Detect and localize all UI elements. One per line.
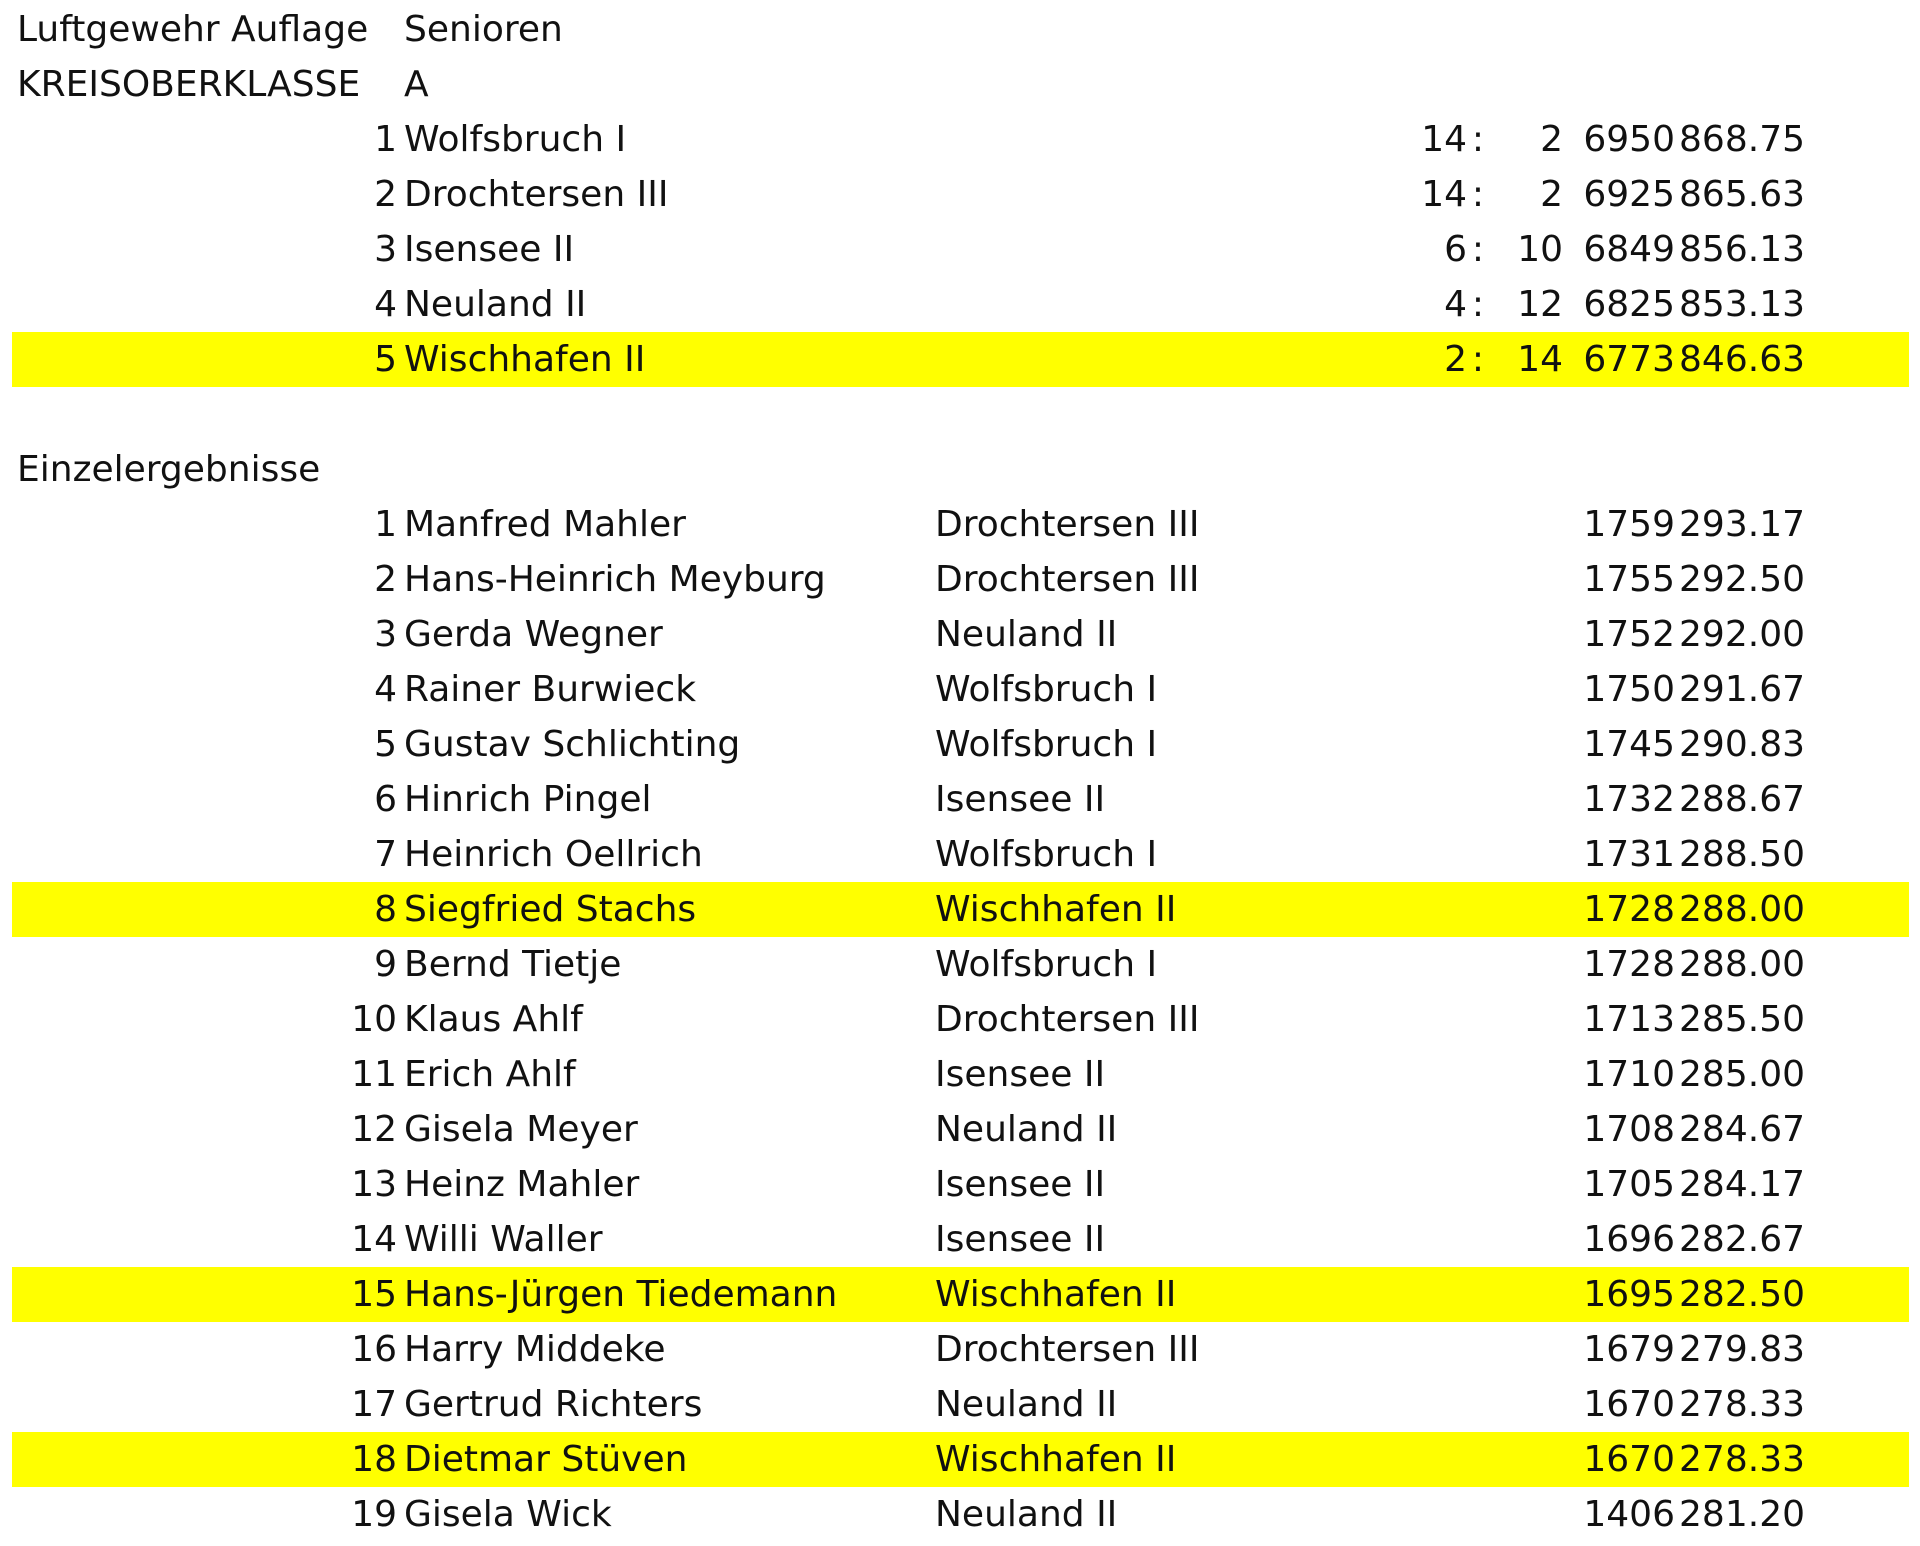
shooter-rings: 1670 [1583, 1384, 1675, 1425]
shooter-name: Hans-Jürgen Tiedemann [404, 1274, 838, 1315]
team-points-won: 14 [1421, 119, 1467, 160]
individual-rank: 8 [374, 889, 397, 930]
shooter-club: Wolfsbruch I [935, 669, 1158, 710]
individual-row [12, 1322, 1909, 1377]
shooter-name: Gisela Meyer [404, 1109, 638, 1150]
individual-rank: 15 [351, 1274, 397, 1315]
shooter-rings: 1728 [1583, 944, 1675, 985]
team-points-lost: 10 [1517, 229, 1563, 270]
shooter-rings: 1731 [1583, 834, 1675, 875]
shooter-name: Harry Middeke [404, 1329, 666, 1370]
team-rank: 1 [374, 119, 397, 160]
shooter-club: Neuland II [935, 1384, 1118, 1425]
shooter-name: Hans-Heinrich Meyburg [404, 559, 826, 600]
shooter-rings: 1745 [1583, 724, 1675, 765]
individual-rank: 7 [374, 834, 397, 875]
team-average: 868.75 [1679, 119, 1805, 160]
shooter-club: Wischhafen II [935, 1439, 1177, 1480]
discipline-label: Luftgewehr Auflage [17, 9, 369, 50]
shooter-club: Wolfsbruch I [935, 724, 1158, 765]
shooter-club: Neuland II [935, 1494, 1118, 1535]
individual-row [12, 827, 1909, 882]
shooter-rings: 1696 [1583, 1219, 1675, 1260]
individual-row [12, 882, 1909, 937]
individual-row [12, 717, 1909, 772]
individual-row [12, 1377, 1909, 1432]
team-rank: 4 [374, 284, 397, 325]
shooter-name: Heinrich Oellrich [404, 834, 703, 875]
shooter-rings: 1679 [1583, 1329, 1675, 1370]
shooter-name: Gertrud Richters [404, 1384, 703, 1425]
header-row-discipline [12, 2, 1909, 57]
shooter-rings: 1708 [1583, 1109, 1675, 1150]
shooter-name: Heinz Mahler [404, 1164, 640, 1205]
team-name: Neuland II [404, 284, 587, 325]
shooter-club: Drochtersen III [935, 1329, 1200, 1370]
shooter-name: Rainer Burwieck [404, 669, 697, 710]
team-name: Drochtersen III [404, 174, 669, 215]
team-points-won: 4 [1444, 284, 1467, 325]
team-points-lost: 14 [1517, 339, 1563, 380]
shooter-club: Isensee II [935, 1164, 1106, 1205]
team-row [12, 277, 1909, 332]
team-rings: 6825 [1583, 284, 1675, 325]
team-points-lost: 12 [1517, 284, 1563, 325]
shooter-rings: 1755 [1583, 559, 1675, 600]
individual-row [12, 772, 1909, 827]
shooter-average: 290.83 [1679, 724, 1805, 765]
shooter-average: 293.17 [1679, 504, 1805, 545]
team-points-won: 14 [1421, 174, 1467, 215]
shooter-average: 278.33 [1679, 1384, 1805, 1425]
team-points-separator: : [1471, 284, 1485, 325]
team-points-separator: : [1471, 229, 1485, 270]
shooter-club: Drochtersen III [935, 559, 1200, 600]
team-points-lost: 2 [1540, 119, 1563, 160]
shooter-club: Drochtersen III [935, 999, 1200, 1040]
shooter-club: Isensee II [935, 1054, 1106, 1095]
league-label: KREISOBERKLASSE [17, 64, 361, 105]
team-rings: 6773 [1583, 339, 1675, 380]
header-row-league [12, 57, 1909, 112]
individual-row [12, 937, 1909, 992]
individual-row [12, 1487, 1909, 1542]
shooter-club: Drochtersen III [935, 504, 1200, 545]
shooter-name: Gisela Wick [404, 1494, 612, 1535]
individual-row [12, 497, 1909, 552]
shooter-club: Wolfsbruch I [935, 834, 1158, 875]
shooter-name: Hinrich Pingel [404, 779, 652, 820]
individual-section-title: Einzelergebnisse [17, 449, 321, 490]
individual-row [12, 662, 1909, 717]
team-rank: 5 [374, 339, 397, 380]
shooter-average: 288.67 [1679, 779, 1805, 820]
individual-row [12, 552, 1909, 607]
team-row [12, 167, 1909, 222]
team-points-separator: : [1471, 339, 1485, 380]
shooter-name: Gustav Schlichting [404, 724, 741, 765]
individual-rank: 13 [351, 1164, 397, 1205]
shooter-rings: 1713 [1583, 999, 1675, 1040]
team-average: 846.63 [1679, 339, 1805, 380]
shooter-name: Siegfried Stachs [404, 889, 697, 930]
individual-rank: 5 [374, 724, 397, 765]
individual-row [12, 992, 1909, 1047]
individual-row [12, 1157, 1909, 1212]
shooter-rings: 1732 [1583, 779, 1675, 820]
individual-rank: 4 [374, 669, 397, 710]
individual-row [12, 1212, 1909, 1267]
individual-rank: 2 [374, 559, 397, 600]
shooter-name: Dietmar Stüven [404, 1439, 688, 1480]
shooter-average: 282.67 [1679, 1219, 1805, 1260]
shooter-average: 292.50 [1679, 559, 1805, 600]
individual-rank: 9 [374, 944, 397, 985]
shooter-club: Neuland II [935, 1109, 1118, 1150]
shooter-name: Erich Ahlf [404, 1054, 576, 1095]
team-rings: 6950 [1583, 119, 1675, 160]
shooter-average: 285.50 [1679, 999, 1805, 1040]
individual-rank: 17 [351, 1384, 397, 1425]
team-rings: 6849 [1583, 229, 1675, 270]
shooter-average: 288.00 [1679, 889, 1805, 930]
shooter-club: Isensee II [935, 1219, 1106, 1260]
team-row [12, 332, 1909, 387]
individual-rank: 6 [374, 779, 397, 820]
shooter-average: 285.00 [1679, 1054, 1805, 1095]
team-name: Wischhafen II [404, 339, 646, 380]
team-row [12, 222, 1909, 277]
individual-row [12, 1102, 1909, 1157]
individual-rank: 12 [351, 1109, 397, 1150]
shooter-average: 279.83 [1679, 1329, 1805, 1370]
shooter-average: 284.17 [1679, 1164, 1805, 1205]
shooter-name: Manfred Mahler [404, 504, 686, 545]
shooter-average: 284.67 [1679, 1109, 1805, 1150]
shooter-name: Klaus Ahlf [404, 999, 583, 1040]
shooter-club: Wischhafen II [935, 889, 1177, 930]
shooter-average: 282.50 [1679, 1274, 1805, 1315]
team-average: 853.13 [1679, 284, 1805, 325]
team-average: 856.13 [1679, 229, 1805, 270]
individual-rank: 16 [351, 1329, 397, 1370]
team-rank: 2 [374, 174, 397, 215]
shooter-name: Willi Waller [404, 1219, 603, 1260]
group-label: A [404, 64, 429, 105]
age-class-label: Senioren [404, 9, 563, 50]
shooter-club: Isensee II [935, 779, 1106, 820]
individual-rank: 18 [351, 1439, 397, 1480]
individual-row [12, 1047, 1909, 1102]
shooter-rings: 1406 [1583, 1494, 1675, 1535]
shooter-club: Neuland II [935, 614, 1118, 655]
shooter-rings: 1750 [1583, 669, 1675, 710]
team-row [12, 112, 1909, 167]
individual-row [12, 607, 1909, 662]
shooter-average: 288.00 [1679, 944, 1805, 985]
shooter-average: 288.50 [1679, 834, 1805, 875]
shooter-rings: 1705 [1583, 1164, 1675, 1205]
shooter-rings: 1728 [1583, 889, 1675, 930]
team-rank: 3 [374, 229, 397, 270]
team-average: 865.63 [1679, 174, 1805, 215]
shooter-average: 281.20 [1679, 1494, 1805, 1535]
individual-rank: 1 [374, 504, 397, 545]
team-rings: 6925 [1583, 174, 1675, 215]
shooter-name: Gerda Wegner [404, 614, 663, 655]
shooter-rings: 1670 [1583, 1439, 1675, 1480]
team-name: Wolfsbruch I [404, 119, 627, 160]
team-points-separator: : [1471, 119, 1485, 160]
individual-row [12, 1432, 1909, 1487]
shooter-club: Wolfsbruch I [935, 944, 1158, 985]
team-points-won: 6 [1444, 229, 1467, 270]
shooter-rings: 1710 [1583, 1054, 1675, 1095]
individual-rank: 3 [374, 614, 397, 655]
individual-rank: 10 [351, 999, 397, 1040]
shooter-rings: 1695 [1583, 1274, 1675, 1315]
team-name: Isensee II [404, 229, 575, 270]
team-points-lost: 2 [1540, 174, 1563, 215]
shooter-average: 292.00 [1679, 614, 1805, 655]
shooter-rings: 1752 [1583, 614, 1675, 655]
shooter-club: Wischhafen II [935, 1274, 1177, 1315]
individual-section-title-row [12, 442, 1909, 497]
team-points-won: 2 [1444, 339, 1467, 380]
shooter-average: 291.67 [1679, 669, 1805, 710]
individual-rank: 19 [351, 1494, 397, 1535]
shooter-rings: 1759 [1583, 504, 1675, 545]
individual-rank: 11 [351, 1054, 397, 1095]
team-points-separator: : [1471, 174, 1485, 215]
shooter-average: 278.33 [1679, 1439, 1805, 1480]
individual-row [12, 1267, 1909, 1322]
individual-rank: 14 [351, 1219, 397, 1260]
shooter-name: Bernd Tietje [404, 944, 622, 985]
